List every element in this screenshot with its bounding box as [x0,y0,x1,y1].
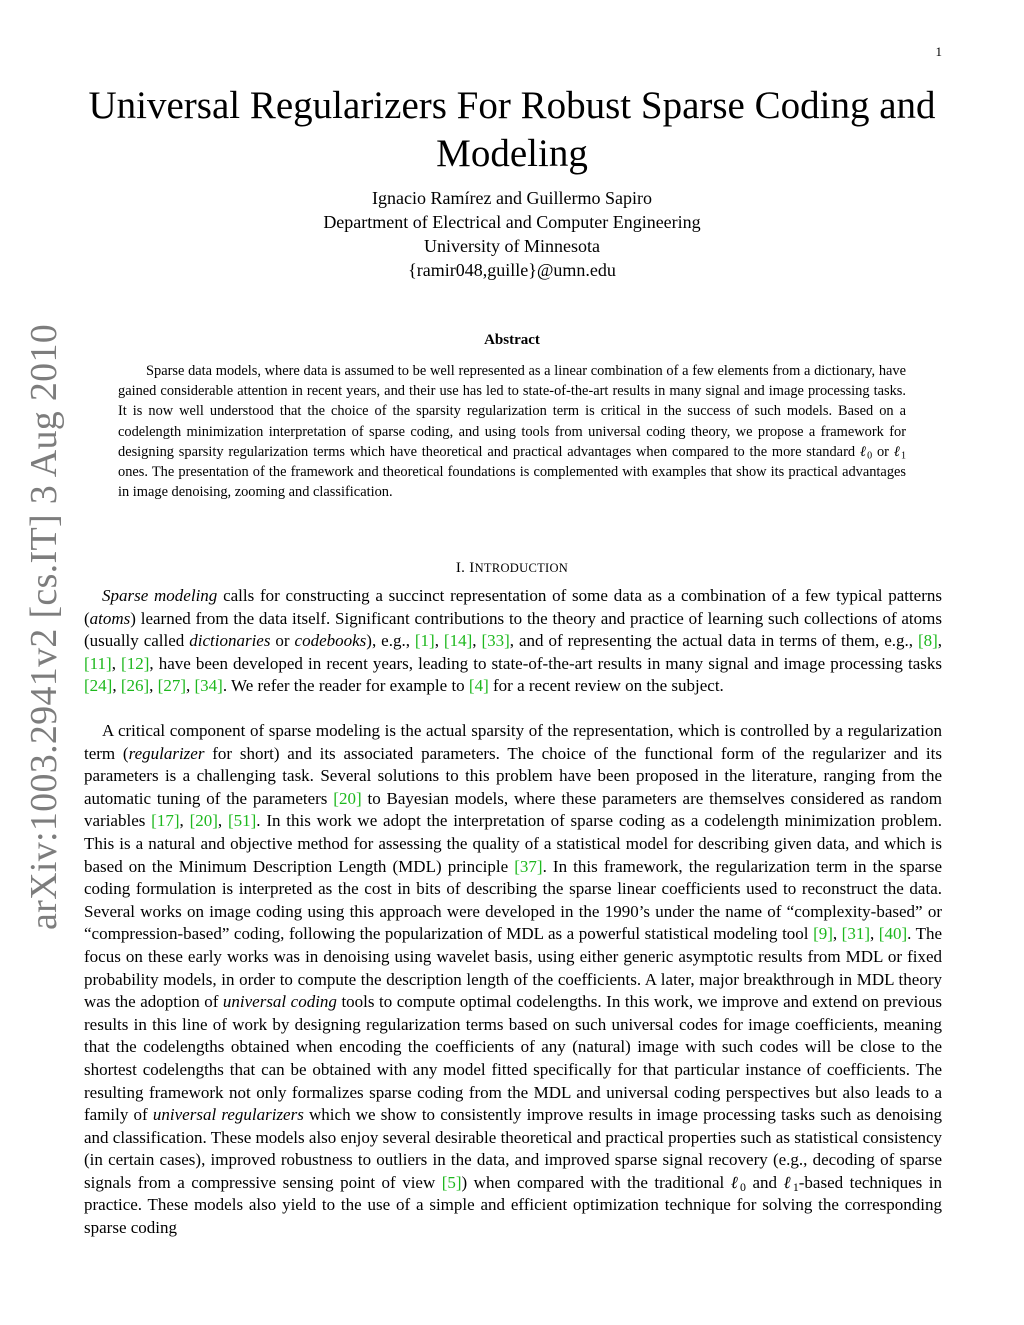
citation-link[interactable]: [11] [84,653,112,673]
intro-paragraph-1: Sparse modeling calls for constructing a succinct representation of some data as a combination of a few typical patterns (atoms) learned from the data itself. Significant contributions to the theory and practice of learning such collections of atoms (usually called dictionaries or codebooks), e.g., [1], [14], [33], and of representing the actual data in terms of them, e.g., [8], [11], [12], have been developed in recent years, leading to state-of-the-art results in many signal and image processing tasks [24], [26], [27], [34]. We refer the reader for example to [4] for a recent review on the subject. [84,586,943,696]
citation-link[interactable]: [51] [227,811,257,831]
citation-link[interactable]: [20] [333,788,362,808]
citation-link[interactable]: [40] [878,924,908,944]
author-block [84,186,940,282]
author-email: {ramir048,guille}@umn.edu [408,260,616,280]
arxiv-stamp: arXiv:1003.2941v2 [cs.IT] 3 Aug 2010 [23,323,65,930]
citation-link[interactable]: [9] [813,924,833,944]
paper-title: Universal Regularizers For Robust Sparse Coding and Modeling [88,84,936,175]
author-university: University of Minnesota [424,236,600,256]
citation-link[interactable]: [34] [194,676,223,696]
author-names: Ignacio Ramírez and Guillermo Sapiro [372,188,652,208]
abstract-heading: Abstract [484,332,540,348]
intro-paragraph-2: A critical component of sparse modeling is the actual sparsity of the representation, which is controlled by a regularization term (regularizer for short) and its associated parameters. The choice of the functional form of the regularizer and its parameters is a challenging task. Several solutions to this problem have been proposed in the literature, ranging from the automatic tuning of the parameters [20] to Bayesian models, where these parameters are themselves considered as random variables [17], [20], [51]. In this work we adopt the interpretation of sparse coding as a codelength minimization problem. This is a natural and objective method for assessing the quality of a statistical model for describing given data, and which is based on the Minimum Description Length (MDL) principle [37]. In this framework, the regularization term in the sparse coding formulation is interpreted as the cost in bits of describing the sparse linear coefficients used to reconstruct the data. Several works on image coding using this approach were developed in the 1990’s under the name of “complexity-based” or “compression-based” coding, following the popularization of MDL as a powerful statistical modeling tool [9], [31], [40]. The focus on these early works was in denoising using wavelet basis, using either generic asymptotic results from MDL or fixed probability models, in order to compute the description length of the coefficients. A later, major breakthrough in MDL theory was the adoption of universal coding tools to compute optimal codelengths. In this work, we improve and extend on previous results in this line of work by designing regularization terms based on such universal codes for image coefficients, meaning that the codelengths obtained when encoding the coefficients of any (natural) image with such codes will be close to the shortest codelengths that can be obtained with any model fitted specifically for that particular instance of coefficients. The resulting framework not only formalizes sparse coding from the MDL and universal coding perspectives but also leads to a family of universal regularizers which we show to consistently improve results in image processing tasks such as denoising and classification. These models also enjoy several desirable theoretical and practical properties such as statistical consistency (in certain cases), improved robustness to outliers in the data, and improved sparse signal recovery (e.g., decoding of sparse signals from a compressive sensing point of view [5]) when compared with the traditional ℓ$_0$ and ℓ$_1$-based techniques in practice. These models also yield to the use of a simple and efficient optimization technique for solving the corresponding sparse coding [84,721,943,1238]
citation-link[interactable]: [12] [121,653,150,673]
citation-link[interactable]: [37] [514,856,543,876]
citation-link[interactable]: [20] [189,811,218,831]
section-heading-introduction: I. INTRODUCTION [455,560,569,576]
citation-link[interactable]: [26] [120,676,150,696]
citation-link[interactable]: [8] [917,631,938,651]
citation-link[interactable]: [24] [84,676,113,696]
citation-link[interactable]: [4] [468,676,489,696]
citation-link[interactable]: [17] [151,811,180,831]
citation-link[interactable]: [27] [157,676,186,696]
citation-link[interactable]: [14] [443,631,473,651]
abstract-body: Sparse data models, where data is assumed to be well represented as a linear combination of a few elements from a dictionary, have gained considerable attention in recent years, and their use has led to state-of-the-art results in many signal and image processing tasks. It is now well understood that the choice of the sparsity regularization term is critical in the success of such models. Based on a codelength minimization interpretation of sparse coding, and using tools from universal coding theory, we propose a framework for designing sparsity regularization terms which have theoretical and practical advantages when compared to the more standard ℓ$_0$ or ℓ$_1$ ones. The presentation of the framework and theoretical foundations is complemented with examples that show its practical advantages in image denoising, zooming and classification. [118,363,907,501]
page-number: 1 [935,44,942,59]
author-department: Department of Electrical and Computer Engineering [323,212,701,232]
citation-link[interactable]: [1] [414,631,435,651]
citation-link[interactable]: [31] [841,924,870,944]
citation-link[interactable]: [33] [481,631,510,651]
citation-link[interactable]: [5] [441,1172,462,1192]
